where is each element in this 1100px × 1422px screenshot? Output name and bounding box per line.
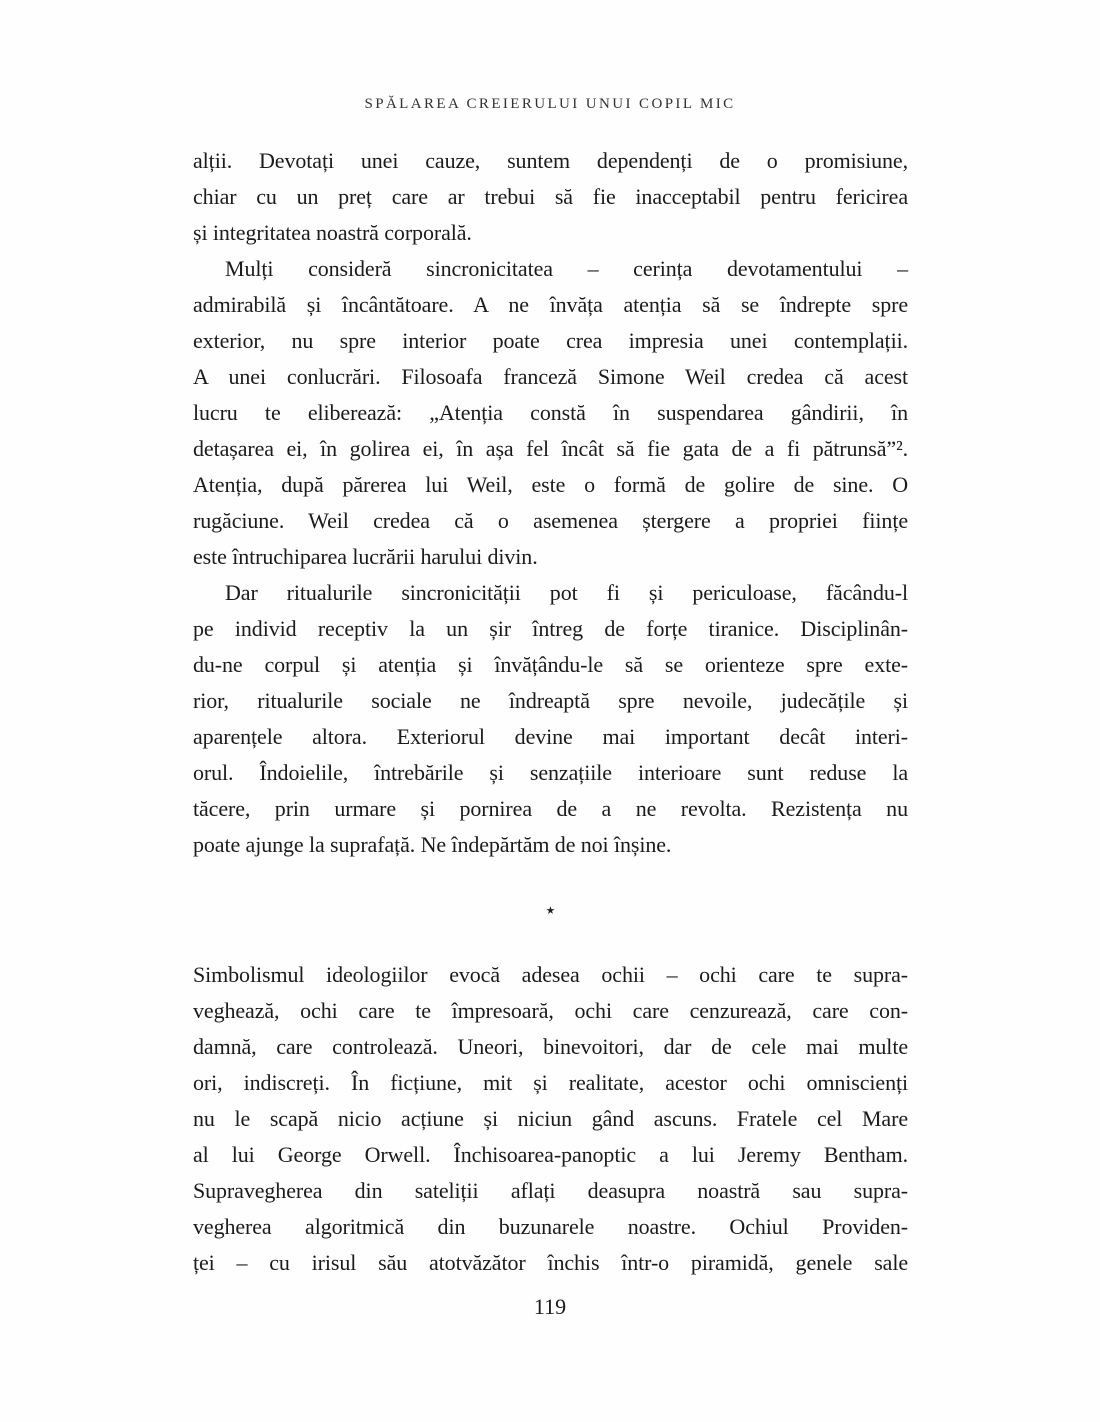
text-line: Mulți consideră sincronicitatea – cerința devotamentului – [225, 256, 908, 281]
text-line: detașarea ei, în golirea ei, în așa fel încât să fie gata de a fi pătrunsă”². [193, 436, 908, 461]
paragraph [193, 143, 908, 251]
text-line: ori, indiscreți. În ficțiune, mit și realitate, acestor ochi omniscienți [193, 1070, 908, 1095]
text-line: alții. Devotați unei cauze, suntem dependenți de o promisiune, [193, 148, 908, 173]
text-line: admirabilă și încântătoare. A ne învăța atenția să se îndrepte spre [193, 292, 908, 317]
text-line: aparențele altora. Exteriorul devine mai important decât interi- [193, 724, 908, 749]
text-line: vegherea algoritmică din buzunarele noastre. Ochiul Providen- [193, 1214, 908, 1239]
text-line: Supravegherea din sateliții aflați deasupra noastră sau supra- [193, 1178, 908, 1203]
text-line: lucru te eliberează: „Atenția constă în suspendarea gândirii, în [193, 400, 908, 425]
text-line: rior, ritualurile sociale ne îndreaptă spre nevoile, judecățile și [193, 688, 908, 713]
paragraph [193, 251, 908, 575]
text-line: exterior, nu spre interior poate crea impresia unei contemplații. [193, 328, 908, 353]
text-body [193, 143, 908, 1281]
text-line: ței – cu irisul său atotvăzător închis într-o piramidă, genele sale [193, 1250, 908, 1275]
text-line: nu le scapă nicio acțiune și niciun gând ascuns. Fratele cel Mare [193, 1106, 908, 1131]
text-line: damnă, care controlează. Uneori, binevoitori, dar de cele mai multe [193, 1034, 908, 1059]
text-line: orul. Îndoielile, întrebările și senzațiile interioare sunt reduse la [193, 760, 908, 785]
paragraph [193, 575, 908, 863]
text-line: chiar cu un preț care ar trebui să fie inacceptabil pentru fericirea [193, 184, 908, 209]
text-line: tăcere, prin urmare și pornirea de a ne revolta. Rezistența nu [193, 796, 908, 821]
page-number: 119 [533, 1294, 567, 1319]
paragraph [193, 957, 908, 1281]
text-line: Simbolismul ideologiilor evocă adesea ochii – ochi care te supra- [193, 962, 908, 987]
text-line: du-ne corpul și atenția și învățându-le să se orienteze spre exte- [193, 652, 908, 677]
text-line: și integritatea noastră corporală. [193, 220, 472, 245]
text-line: A unei conlucrări. Filosoafa franceză Simone Weil credea că acest [193, 364, 908, 389]
text-line: poate ajunge la suprafață. Ne îndepărtăm de noi înșine. [193, 832, 672, 857]
section-separator-star: ⋆ [543, 898, 558, 922]
text-line: pe individ receptiv la un șir întreg de forțe tiranice. Disciplinân- [193, 616, 908, 641]
text-line: Atenția, după părerea lui Weil, este o formă de golire de sine. O [193, 472, 908, 497]
running-header: SPĂLAREA CREIERULUI UNUI COPIL MIC [364, 96, 736, 112]
text-line: rugăciune. Weil credea că o asemenea ștergere a propriei ființe [193, 508, 908, 533]
text-line: veghează, ochi care te împresoară, ochi care cenzurează, care con- [193, 998, 908, 1023]
text-line: al lui George Orwell. Închisoarea-panoptic a lui Jeremy Bentham. [193, 1142, 908, 1167]
text-line: Dar ritualurile sincronicității pot fi și periculoase, făcându-l [225, 580, 908, 605]
text-line: este întruchiparea lucrării harului divin. [193, 544, 538, 569]
